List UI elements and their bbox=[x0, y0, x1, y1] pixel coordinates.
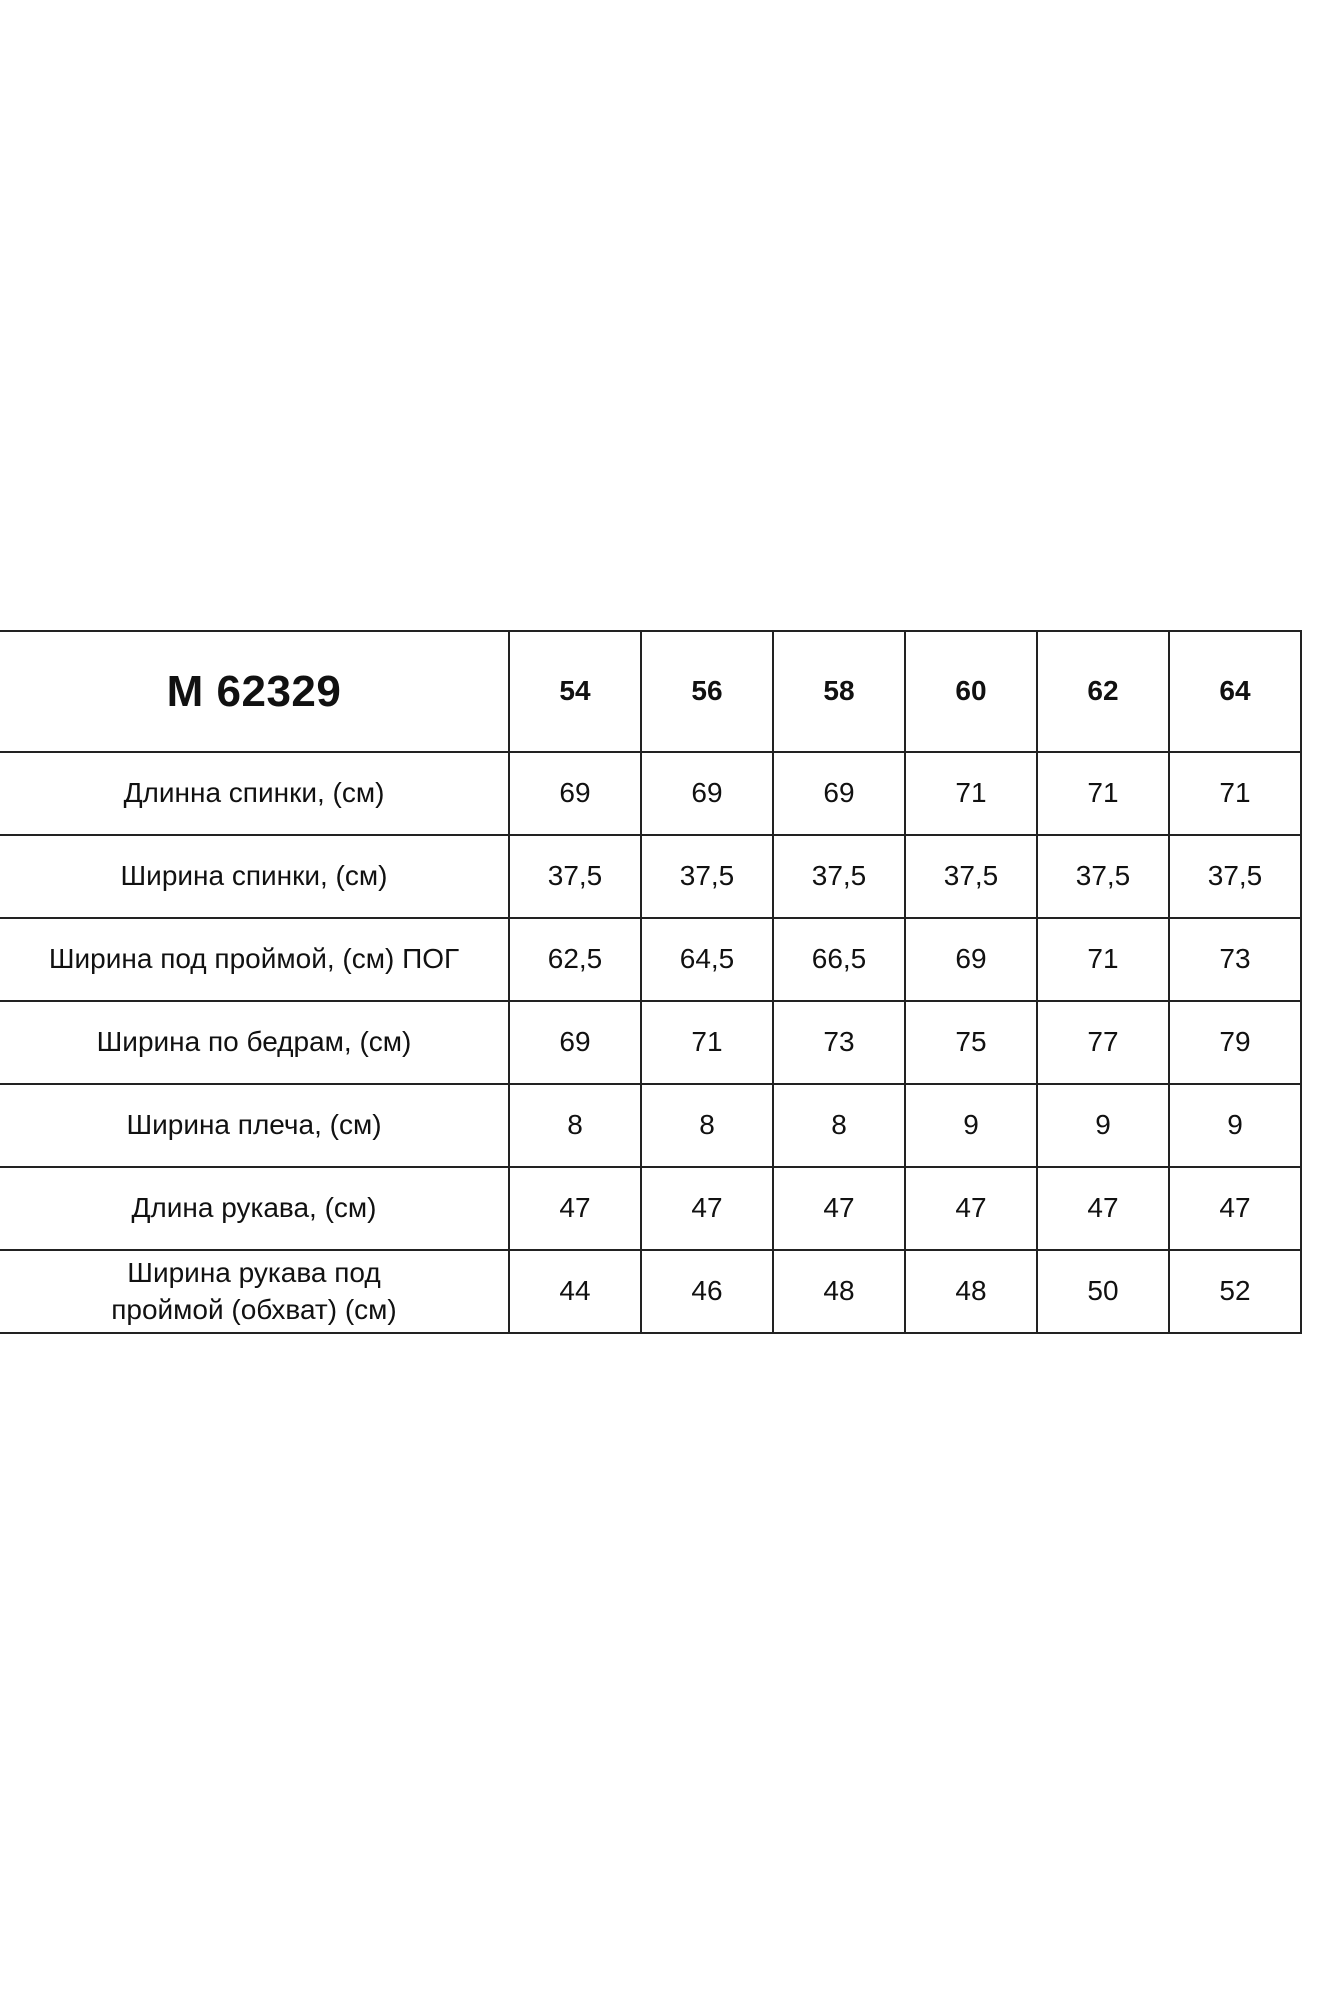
table-cell: 71 bbox=[1037, 752, 1169, 835]
table-cell: 48 bbox=[905, 1250, 1037, 1333]
table-cell: 9 bbox=[1169, 1084, 1301, 1167]
table-cell: 69 bbox=[773, 752, 905, 835]
table-cell: 75 bbox=[905, 1001, 1037, 1084]
table-cell: 73 bbox=[773, 1001, 905, 1084]
size-header-58: 58 bbox=[773, 631, 905, 752]
table-cell: 37,5 bbox=[1169, 835, 1301, 918]
table-row-hip-width bbox=[0, 1001, 1301, 1084]
table-cell: 37,5 bbox=[509, 835, 641, 918]
row-label-text: Длинна спинки, (см) bbox=[123, 777, 385, 809]
row-label-text: Длина рукава, (см) bbox=[131, 1192, 377, 1224]
table-cell: 8 bbox=[509, 1084, 641, 1167]
table-cell: 71 bbox=[641, 1001, 773, 1084]
size-header-60: 60 bbox=[905, 631, 1037, 752]
table-cell: 66,5 bbox=[773, 918, 905, 1001]
table-cell: 71 bbox=[905, 752, 1037, 835]
row-label-text: Ширина спинки, (см) bbox=[120, 860, 388, 892]
table-cell: 46 bbox=[641, 1250, 773, 1333]
model-code: M 62329 bbox=[166, 666, 342, 716]
table-cell: 52 bbox=[1169, 1250, 1301, 1333]
table-cell: 37,5 bbox=[905, 835, 1037, 918]
table-cell: 77 bbox=[1037, 1001, 1169, 1084]
size-header-64: 64 bbox=[1169, 631, 1301, 752]
table-cell: 73 bbox=[1169, 918, 1301, 1001]
table-row-shoulder-width bbox=[0, 1084, 1301, 1167]
table-row-chest-width bbox=[0, 918, 1301, 1001]
table-cell: 9 bbox=[1037, 1084, 1169, 1167]
table-cell: 8 bbox=[641, 1084, 773, 1167]
size-header-62: 62 bbox=[1037, 631, 1169, 752]
model-code-cell bbox=[0, 631, 509, 752]
table-cell: 69 bbox=[905, 918, 1037, 1001]
table-cell: 71 bbox=[1169, 752, 1301, 835]
table-cell: 69 bbox=[509, 752, 641, 835]
table-cell: 79 bbox=[1169, 1001, 1301, 1084]
table-row-back-width bbox=[0, 835, 1301, 918]
table-cell: 71 bbox=[1037, 918, 1169, 1001]
table-header-row bbox=[0, 631, 1301, 752]
table-row-back-length bbox=[0, 752, 1301, 835]
table-cell: 47 bbox=[905, 1167, 1037, 1250]
size-header-54: 54 bbox=[509, 631, 641, 752]
table-cell: 48 bbox=[773, 1250, 905, 1333]
table-cell: 8 bbox=[773, 1084, 905, 1167]
table-cell: 69 bbox=[509, 1001, 641, 1084]
row-label bbox=[0, 1084, 509, 1167]
table-row-sleeve-width bbox=[0, 1250, 1301, 1333]
row-label bbox=[0, 1167, 509, 1250]
row-label-text: Ширина плеча, (см) bbox=[126, 1109, 382, 1141]
row-label-text: Ширина под проймой, (см) ПОГ bbox=[48, 943, 460, 975]
row-label-text: Ширина по бедрам, (см) bbox=[96, 1026, 412, 1058]
table-cell: 47 bbox=[773, 1167, 905, 1250]
table-cell: 47 bbox=[641, 1167, 773, 1250]
table-cell: 50 bbox=[1037, 1250, 1169, 1333]
table-cell: 47 bbox=[1037, 1167, 1169, 1250]
table-cell: 69 bbox=[641, 752, 773, 835]
row-label bbox=[0, 1001, 509, 1084]
row-label bbox=[0, 1250, 509, 1333]
table-cell: 47 bbox=[1169, 1167, 1301, 1250]
table-cell: 37,5 bbox=[1037, 835, 1169, 918]
row-label bbox=[0, 835, 509, 918]
row-label-text-line1: Ширина рукава под bbox=[127, 1257, 381, 1289]
table-cell: 37,5 bbox=[773, 835, 905, 918]
table-cell: 37,5 bbox=[641, 835, 773, 918]
table-cell: 44 bbox=[509, 1250, 641, 1333]
table-cell: 47 bbox=[509, 1167, 641, 1250]
table-cell: 9 bbox=[905, 1084, 1037, 1167]
row-label bbox=[0, 918, 509, 1001]
table-row-sleeve-length bbox=[0, 1167, 1301, 1250]
row-label-text-line2: проймой (обхват) (см) bbox=[111, 1293, 397, 1325]
table-cell: 62,5 bbox=[509, 918, 641, 1001]
size-header-56: 56 bbox=[641, 631, 773, 752]
row-label bbox=[0, 752, 509, 835]
size-chart-table bbox=[0, 630, 1302, 1334]
table-cell: 64,5 bbox=[641, 918, 773, 1001]
